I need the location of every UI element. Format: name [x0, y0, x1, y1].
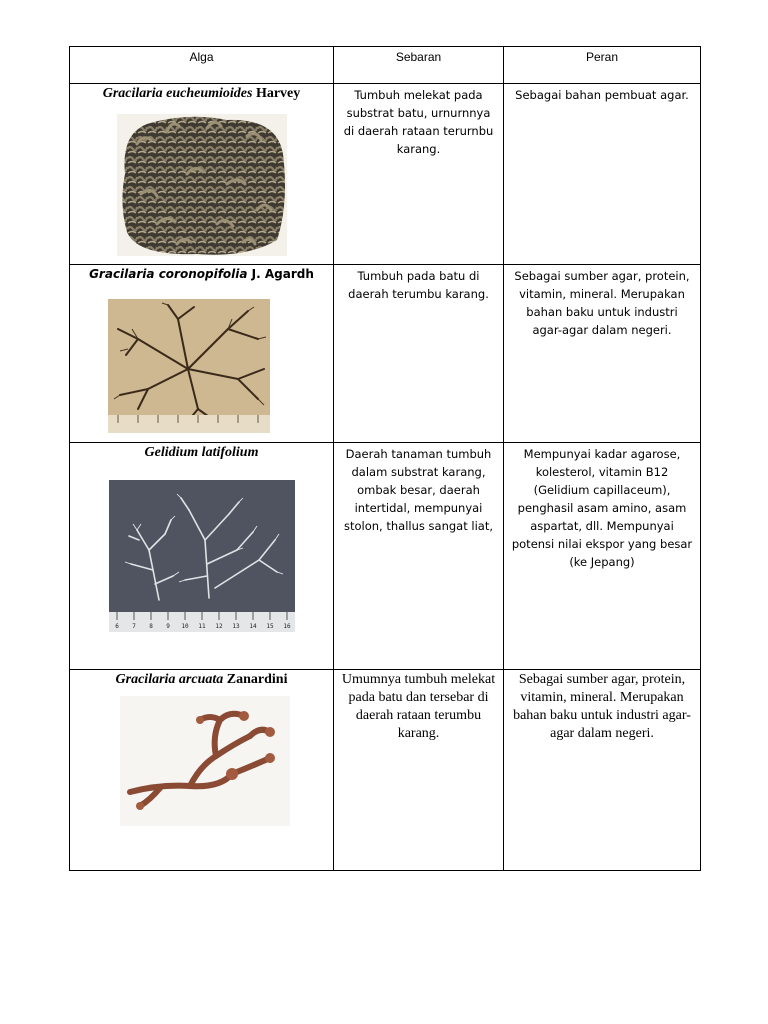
species-author: Harvey [252, 86, 301, 101]
species-italic: Gelidium latifolium [144, 445, 259, 460]
table-row [70, 265, 701, 443]
gracilaria-arcuata-photo [120, 696, 290, 826]
species-author: J. Agardh [247, 267, 314, 281]
species-italic: Gracilaria coronopifolia [89, 267, 248, 281]
sebaran-cell [334, 84, 504, 265]
ruler-tick-label: 9 [165, 623, 170, 630]
ruler-tick-label: 12 [214, 623, 223, 630]
ruler-tick-label: 7 [131, 623, 136, 630]
species-name [70, 443, 333, 461]
species-name [70, 84, 333, 102]
peran-cell [504, 443, 701, 670]
peran-text: Mempunyai kadar agarose, kolesterol, vitamin B12 (Gelidium capillaceum), penghasil asam amino, asam aspartat, dll. Mempunyai potensi nilai ekspor yang besar (ke Jepang) [511, 447, 693, 569]
table-row [70, 670, 701, 871]
peran-cell [504, 265, 701, 443]
sebaran-cell [334, 265, 504, 443]
peran-text: Sebagai sumber agar, protein, vitamin, mineral. Merupakan bahan baku untuk industri agar-agar dalam negeri. [514, 269, 690, 337]
ruler-tick-label: 10 [180, 623, 189, 630]
peran-text: Sebagai sumber agar, protein, vitamin, mineral. Merupakan bahan baku untuk industri agar-agar dalam negeri. [513, 672, 691, 741]
ruler-tick-label: 6 [114, 623, 119, 630]
species-name [70, 670, 333, 688]
sebaran-cell [334, 443, 504, 670]
ruler-tick-label: 13 [231, 623, 240, 630]
table-row [70, 443, 701, 670]
alga-cell [70, 443, 334, 670]
ruler-tick-label: 11 [197, 623, 206, 630]
sebaran-text: Tumbuh pada batu di daerah terumbu karang. [348, 269, 489, 301]
ruler-tick-label: 15 [265, 623, 274, 630]
species-name [70, 265, 333, 281]
species-italic: Gracilaria eucheumioides [102, 86, 253, 101]
peran-cell [504, 84, 701, 265]
peran-text: Sebagai bahan pembuat agar. [515, 88, 689, 102]
gelidium-latifolium-photo [109, 480, 295, 632]
header-peran: Peran [504, 47, 701, 84]
species-author: Zanardini [223, 672, 288, 687]
peran-cell [504, 670, 701, 871]
sebaran-text: Tumbuh melekat pada substrat batu, urnurnnya di daerah rataan terurnbu karang. [343, 88, 494, 156]
ruler-tick-label: 14 [248, 623, 257, 630]
algae-table [69, 46, 701, 871]
sebaran-text: Daerah tanaman tumbuh dalam substrat karang, ombak besar, daerah intertidal, mempunyai stolon, thallus sangat liat, [344, 447, 493, 533]
sebaran-text: Umumnya tumbuh melekat pada batu dan tersebar di daerah rataan terumbu karang. [341, 672, 496, 741]
table-row [70, 84, 701, 265]
gracilaria-eucheumioides-photo [117, 114, 287, 256]
header-alga: Alga [70, 47, 334, 84]
ruler-tick-label: 16 [282, 623, 291, 630]
table-header-row [70, 47, 701, 84]
sebaran-cell [334, 670, 504, 871]
ruler-tick-label: 8 [148, 623, 153, 630]
alga-cell [70, 84, 334, 265]
species-italic: Gracilaria arcuata [115, 672, 224, 687]
gracilaria-coronopifolia-photo [108, 299, 270, 433]
alga-cell [70, 670, 334, 871]
alga-cell [70, 265, 334, 443]
header-sebaran: Sebaran [334, 47, 504, 84]
